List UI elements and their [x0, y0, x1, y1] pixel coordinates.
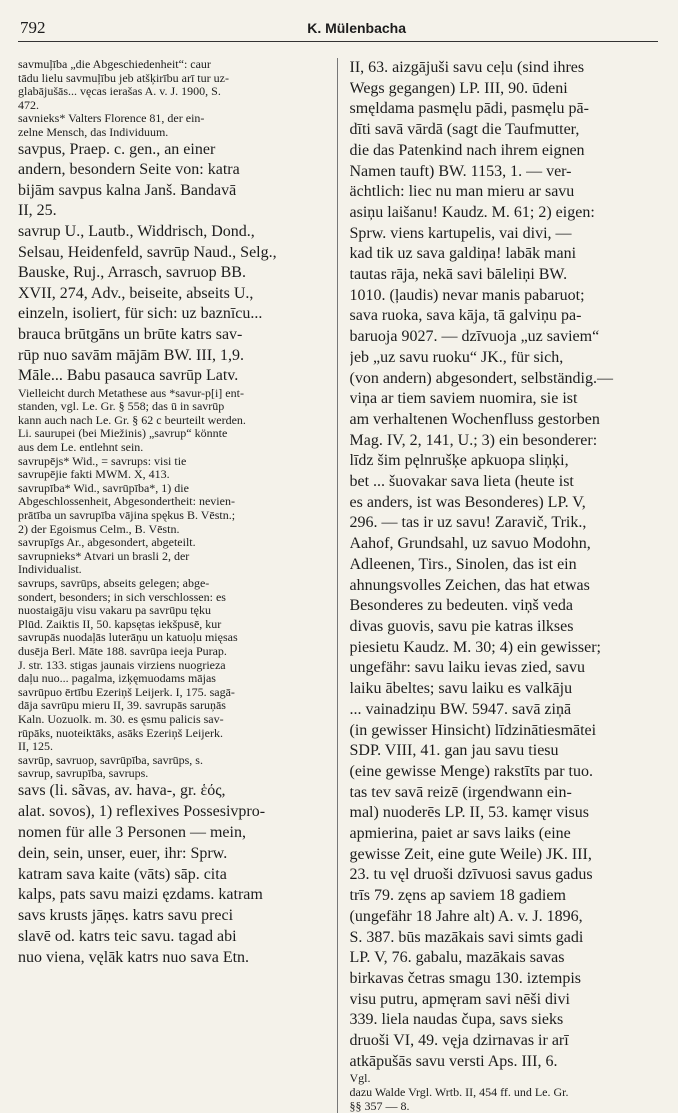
- text-line: J. str. 133. stigas jaunais virziens nuogrieza: [18, 657, 226, 672]
- text-line: sondert, besonders; in sich verschlossen: es: [18, 589, 226, 604]
- text-line: bijām savpus kalna Janš. Bandavā: [18, 181, 237, 199]
- text-line: kalps, pats savu maizi ęzdams. katram: [18, 886, 263, 904]
- text-line: kad tik uz sava galdiņa! labāk mani: [349, 245, 577, 263]
- text-line: Vgl.: [349, 1071, 371, 1086]
- entry-savmuliba: [18, 58, 327, 112]
- text-line: rūp nuo savām mājām BW. III, 1,9.: [18, 346, 245, 364]
- text-line: savrūp, savruop, savrūpība, savrūps, s.: [18, 752, 203, 767]
- text-line: tas tev savā reizē (irgendwann ein-: [349, 783, 572, 801]
- text-line: es anders, ist was Besonderes) LP. V,: [349, 493, 586, 511]
- text-line: gewisse Zeit, eine gute Weile) JK. III,: [349, 845, 592, 863]
- text-line: Besonderes zu bedeuten. viņš veda: [349, 597, 573, 615]
- text-line: Aahof, Grundsahl, uz savuo Modohn,: [349, 535, 591, 553]
- text-line: kann auch nach Le. Gr. § 62 c beurteilt werden.: [18, 412, 246, 427]
- text-line: savrūpuo ērtību Ezeriņš Leijerk. I, 175. sagā-: [18, 684, 235, 699]
- text-line: standen, vgl. Le. Gr. § 558; das ū in savrūp: [18, 399, 225, 414]
- text-line: glabājušās... vęcas ierašas A. v. J. 1900, S.: [18, 84, 221, 99]
- text-line: (eine gewisse Menge) rakstīts par tuo.: [349, 762, 593, 780]
- text-line: sava ruoka, sava kāja, tā galviņu pa-: [349, 307, 582, 325]
- text-line: Vielleicht durch Metathese aus *savur-p[i] ent-: [18, 385, 244, 400]
- entry-savs-references: [350, 1072, 659, 1113]
- text-line: Individualist.: [18, 562, 82, 577]
- text-line: rūpāks, nuoteiktāks, asāks Ezeriņš Leijerk.: [18, 725, 223, 740]
- text-line: smęldama pasmęlu pādi, pasmęlu pā-: [349, 100, 589, 118]
- text-line: savrups, savrūps, abseits gelegen; abge-: [18, 576, 210, 590]
- text-line: II, 125.: [18, 739, 53, 754]
- text-line: zelne Mensch, das Individuum.: [18, 124, 169, 139]
- text-line: einzeln, isoliert, für sich: uz baznīcu...: [18, 305, 263, 323]
- text-line: ungefähr: savu laiku ievas zied, savu: [349, 659, 585, 677]
- text-line: Li. saurupei (bei Miežinis) „savrup“ könnte: [18, 426, 228, 441]
- text-line: trīs 79. zęns ap saviem 18 gadiem: [349, 887, 566, 905]
- text-line: savs (li. sãvas, av. hava-, gr. ἑός,: [18, 781, 226, 799]
- left-column: [18, 58, 338, 1113]
- text-line: brauca brūtgāns un brūte katrs sav-: [18, 325, 243, 343]
- text-line: laiku ābeltes; savu laiku es valkāju: [349, 680, 573, 698]
- text-line: savrupējs* Wid., = savrups: visi tie: [18, 453, 187, 468]
- text-line: savrup U., Lautb., Widdrisch, Dond.,: [18, 222, 255, 240]
- text-line: (von andern) abgesondert, selbständig.—: [349, 369, 613, 387]
- text-line: dīti savā vārdā (sagt die Taufmutter,: [349, 121, 580, 139]
- text-line: savrupās nuodaļās luterāņu un katuoļu mięsas: [18, 630, 238, 645]
- text-line: ahnungsvolles Zeichen, das hat etwas: [349, 576, 590, 594]
- text-line: Mag. IV, 2, 141, U.; 3) ein besonderer:: [349, 431, 598, 449]
- text-line: 296. — tas ir uz savu! Zaravič, Trik.,: [349, 514, 587, 532]
- text-line: Selsau, Heidenfeld, savrūp Naud., Selg.,: [18, 243, 277, 261]
- text-line: savrupējie fakti MWM. X, 413.: [18, 467, 170, 482]
- text-line: līdz šim pęlnrušķe apkuopa sliņķi,: [349, 452, 569, 470]
- text-line: Namen tauft) BW. 1153, 1. — ver-: [349, 162, 572, 180]
- text-line: II, 63. aizgājuši savu ceļu (sind ihres: [349, 59, 585, 76]
- text-line: nuostaigāju visu vakaru pa savrūpu tęku: [18, 603, 211, 618]
- text-line: mal) nuoderēs LP. II, 53. kamęr visus: [349, 804, 590, 822]
- text-line: savrupīgs Ar., abgesondert, abgeteilt.: [18, 535, 196, 550]
- text-line: die das Patenkind nach ihrem eignen: [349, 141, 585, 159]
- text-line: katram sava kaite (vāts) sāp. cita: [18, 865, 227, 883]
- text-line: 2) der Egoismus Celm., B. Vēstn.: [18, 521, 180, 536]
- text-line: bet ... šuovakar sava lieta (heute ist: [349, 473, 574, 491]
- text-line: alat. sovos), 1) reflexives Possesivpro-: [18, 802, 266, 820]
- running-title: K. Mülenbacha: [307, 20, 406, 36]
- entry-savs-continued: [350, 58, 659, 1072]
- text-line: §§ 357 — 8.: [349, 1098, 410, 1113]
- text-line: Bauske, Ruj., Arrasch, savruop BB.: [18, 264, 246, 282]
- text-line: Sprw. viens kartupelis, vai divi, —: [349, 224, 572, 242]
- text-line: (ungefähr 18 Jahre alt) A. v. J. 1896,: [349, 907, 583, 925]
- text-line: prātība un savrupība vājina spękus B. Vēstn.;: [18, 508, 236, 523]
- text-line: S. 387. būs mazākais savi simts gadi: [349, 928, 584, 946]
- text-line: divas guovis, savu pie katras ilkses: [349, 617, 574, 635]
- text-line: slavē od. katrs teic savu. tagad abi: [18, 928, 237, 946]
- text-line: savrupība* Wid., savrūpība*, 1) die: [18, 480, 189, 495]
- text-line: Abgeschlossenheit, Abgesondertheit: nevien-: [18, 494, 235, 509]
- text-line: nomen für alle 3 Personen — mein,: [18, 823, 246, 841]
- text-line: savs krusts jāņęs. katrs savu preci: [18, 907, 234, 925]
- text-line: visu putru, apmęram savi nēši divi: [349, 990, 570, 1008]
- text-line: 1010. (ļaudis) nevar manis pabaruot;: [349, 286, 585, 304]
- text-line: savpus, Praep. c. gen., an einer: [18, 140, 216, 158]
- entries-savrupejs-savrups: [18, 387, 327, 781]
- two-column-body: [18, 58, 658, 1113]
- text-line: daļu nuo... pagalma, izķęmuodams mājas: [18, 671, 216, 686]
- right-column: [350, 58, 659, 1113]
- text-line: tādu lielu savmuļību jeb atšķirību arī tur uz-: [18, 70, 229, 85]
- entry-savnieks: [18, 112, 327, 139]
- text-line: viņa ar tiem saviem nuomira, sie ist: [349, 390, 578, 408]
- page-number: 792: [20, 18, 46, 37]
- text-line: savrupnieks* Atvari un brasli 2, der: [18, 548, 190, 563]
- text-line: dāja savrūpu mieru II, 39. savrupās saruņās: [18, 698, 226, 713]
- text-line: tautas rāja, nekā savi bāleliņi BW.: [349, 266, 568, 284]
- text-line: aus dem Le. entlehnt sein.: [18, 440, 144, 455]
- text-line: 23. tu vęl druoši dzīvuosi savus gadus: [349, 866, 593, 884]
- entry-savpus-savrup: [18, 140, 327, 387]
- text-line: andern, besondern Seite von: katra: [18, 161, 240, 179]
- text-line: jeb „uz savu ruoku“ JK., für sich,: [349, 348, 564, 366]
- text-line: birkavas četras smagu 130. iztempis: [349, 969, 581, 987]
- text-line: apmierina, paiet ar savs laiks (eine: [349, 825, 571, 843]
- text-line: baruoja 9027. — dzīvuoja „uz saviem“: [349, 328, 600, 346]
- text-line: savmuļība „die Abgeschiedenheit“: caur: [18, 58, 211, 71]
- text-line: XVII, 274, Adv., beiseite, abseits U.,: [18, 284, 254, 302]
- text-line: am verhaltenen Wochenfluss gestorben: [349, 410, 600, 428]
- text-line: dein, sein, unser, euer, ihr: Sprw.: [18, 844, 228, 862]
- text-line: druoši VI, 49. vęja dzirnavas ir arī: [349, 1032, 569, 1050]
- text-line: Wegs gegangen) LP. III, 90. ūdeni: [349, 79, 568, 97]
- text-line: II, 25.: [18, 202, 57, 220]
- text-line: atkāpušās savu versti Aps. III, 6.: [349, 1052, 558, 1070]
- text-line: (in gewisser Hinsicht) līdzinātiesmātei: [349, 721, 597, 739]
- text-line: savrup, savrupība, savrups.: [18, 766, 149, 781]
- text-line: ... vainadziņu BW. 5947. savā ziņā: [349, 700, 572, 718]
- text-line: piesietu Kaudz. M. 30; 4) ein gewisser;: [349, 638, 601, 656]
- text-line: dazu Walde Vrgl. Wrtb. II, 454 ff. und Le. Gr.: [349, 1085, 569, 1100]
- text-line: asiņu laišanu! Kaudz. M. 61; 2) eigen:: [349, 203, 595, 221]
- text-line: Kaln. Uozuolk. m. 30. es ęsmu palicis sav-: [18, 711, 224, 726]
- entry-savs: [18, 781, 327, 969]
- text-line: Plūd. Zaiktis II, 50. kapsętas iekšpusē, kur: [18, 616, 222, 631]
- text-line: nuo viena, vęlāk katrs nuo sava Etn.: [18, 949, 250, 967]
- text-line: LP. V, 76. gabalu, mazākais savas: [349, 949, 565, 967]
- text-line: dusēja Berl. Māte 188. savrūpa ieeja Purap.: [18, 643, 227, 658]
- text-line: Māle... Babu pasauca savrūp Latv.: [18, 367, 239, 385]
- page-header: [18, 18, 658, 42]
- text-line: Adleenen, Tirs., Sinolen, das ist ein: [349, 555, 577, 573]
- text-line: 339. liela naudas čupa, savs sieks: [349, 1011, 564, 1029]
- text-line: 472.: [18, 97, 39, 112]
- text-line: savnieks* Valters Florence 81, der ein-: [18, 111, 205, 126]
- text-line: SDP. VIII, 41. gan jau savu tiesu: [349, 742, 559, 760]
- text-line: ächtlich: liec nu man mieru ar savu: [349, 183, 575, 201]
